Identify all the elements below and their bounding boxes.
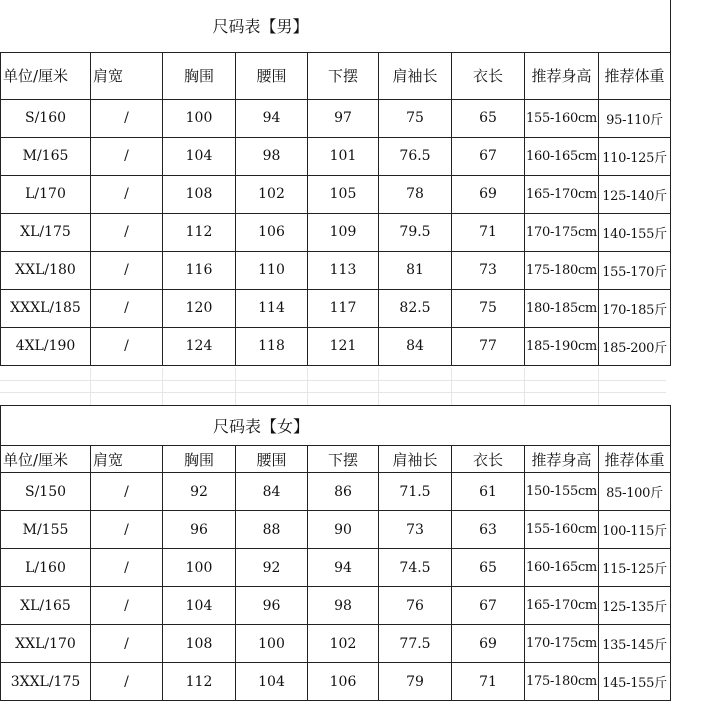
header-cell: 腰围 <box>236 446 308 473</box>
table-cell: 104 <box>163 137 236 175</box>
table-cell: 104 <box>163 587 236 625</box>
table-cell: 71 <box>452 213 525 251</box>
header-cell: 推荐体重 <box>599 52 671 99</box>
table-cell: 102 <box>308 625 379 663</box>
table-cell: 92 <box>163 473 236 511</box>
table-cell: 85-100斤 <box>599 473 671 511</box>
table-cell: XL/175 <box>1 213 91 251</box>
header-cell: 单位/厘米 <box>1 52 91 99</box>
table-cell: 160-165cm <box>525 549 599 587</box>
table-cell: / <box>91 625 163 663</box>
header-cell: 推荐体重 <box>599 446 671 473</box>
table-cell: / <box>91 251 163 289</box>
women-table-title: 尺码表【女】 <box>1 406 671 446</box>
table-cell: 101 <box>308 137 379 175</box>
table-row <box>1 175 671 213</box>
table-cell: XXXL/185 <box>1 289 91 327</box>
table-cell: 73 <box>379 511 452 549</box>
table-cell: 116 <box>163 251 236 289</box>
table-cell: / <box>91 549 163 587</box>
header-cell: 胸围 <box>163 446 236 473</box>
table-cell: 67 <box>452 137 525 175</box>
table-cell: M/165 <box>1 137 91 175</box>
men-table-title: 尺码表【男】 <box>1 0 671 52</box>
table-cell: 155-160cm <box>525 99 599 137</box>
table-cell: 175-180cm <box>525 251 599 289</box>
table-cell: 79.5 <box>379 213 452 251</box>
table-cell: 92 <box>236 549 308 587</box>
table-cell: 105 <box>308 175 379 213</box>
header-cell: 单位/厘米 <box>1 446 91 473</box>
table-cell: 88 <box>236 511 308 549</box>
table-cell: 185-190cm <box>525 327 599 365</box>
table-cell: 96 <box>163 511 236 549</box>
table-cell: 108 <box>163 175 236 213</box>
table-cell: XL/165 <box>1 587 91 625</box>
header-cell: 推荐身高 <box>525 446 599 473</box>
table-cell: 102 <box>236 175 308 213</box>
table-cell: 106 <box>236 213 308 251</box>
table-cell: 86 <box>308 473 379 511</box>
table-cell: 110 <box>236 251 308 289</box>
table-cell: 118 <box>236 327 308 365</box>
table-cell: 76.5 <box>379 137 452 175</box>
table-cell: 65 <box>452 549 525 587</box>
table-cell: / <box>91 663 163 701</box>
table-cell: 140-155斤 <box>599 213 671 251</box>
table-cell: 100-115斤 <box>599 511 671 549</box>
table-cell: 100 <box>163 99 236 137</box>
table-cell: S/160 <box>1 99 91 137</box>
table-cell: 165-170cm <box>525 587 599 625</box>
table-row <box>1 289 671 327</box>
table-cell: 150-155cm <box>525 473 599 511</box>
table-cell: 69 <box>452 625 525 663</box>
table-cell: 110-125斤 <box>599 137 671 175</box>
header-cell: 腰围 <box>236 52 308 99</box>
table-cell: / <box>91 473 163 511</box>
table-cell: 108 <box>163 625 236 663</box>
table-cell: 67 <box>452 587 525 625</box>
header-cell: 胸围 <box>163 52 236 99</box>
table-cell: 185-200斤 <box>599 327 671 365</box>
table-cell: 165-170cm <box>525 175 599 213</box>
table-cell: 71 <box>452 663 525 701</box>
table-cell: 155-160cm <box>525 511 599 549</box>
table-cell: / <box>91 137 163 175</box>
table-cell: S/150 <box>1 473 91 511</box>
table-cell: 135-145斤 <box>599 625 671 663</box>
table-cell: / <box>91 587 163 625</box>
table-cell: XXL/180 <box>1 251 91 289</box>
table-cell: 98 <box>308 587 379 625</box>
table-cell: 61 <box>452 473 525 511</box>
table-cell: 180-185cm <box>525 289 599 327</box>
men-size-table <box>0 0 671 366</box>
table-row <box>1 251 671 289</box>
table-cell: / <box>91 99 163 137</box>
table-cell: 75 <box>379 99 452 137</box>
table-cell: 175-180cm <box>525 663 599 701</box>
table-cell: 98 <box>236 137 308 175</box>
table-cell: / <box>91 289 163 327</box>
table-cell: 145-155斤 <box>599 663 671 701</box>
table-row <box>1 137 671 175</box>
table-cell: 170-175cm <box>525 213 599 251</box>
table-cell: 76 <box>379 587 452 625</box>
table-cell: 104 <box>236 663 308 701</box>
table-row <box>1 473 671 511</box>
table-cell: 4XL/190 <box>1 327 91 365</box>
table-cell: 160-165cm <box>525 137 599 175</box>
table-cell: / <box>91 327 163 365</box>
table-cell: / <box>91 213 163 251</box>
table-cell: 100 <box>236 625 308 663</box>
table-cell: 155-170斤 <box>599 251 671 289</box>
header-cell: 衣长 <box>452 446 525 473</box>
table-cell: M/155 <box>1 511 91 549</box>
table-cell: 124 <box>163 327 236 365</box>
header-cell: 肩袖长 <box>379 446 452 473</box>
table-cell: 96 <box>236 587 308 625</box>
table-cell: 109 <box>308 213 379 251</box>
table-cell: 69 <box>452 175 525 213</box>
table-row <box>1 327 671 365</box>
table-cell: 125-135斤 <box>599 587 671 625</box>
table-cell: 94 <box>308 549 379 587</box>
table-cell: 65 <box>452 99 525 137</box>
table-cell: 106 <box>308 663 379 701</box>
table-cell: 73 <box>452 251 525 289</box>
table-cell: 120 <box>163 289 236 327</box>
table-cell: 75 <box>452 289 525 327</box>
table-cell: 170-185斤 <box>599 289 671 327</box>
table-cell: L/160 <box>1 549 91 587</box>
table-cell: 81 <box>379 251 452 289</box>
table-cell: 170-175cm <box>525 625 599 663</box>
table-cell: / <box>91 511 163 549</box>
header-cell: 推荐身高 <box>525 52 599 99</box>
table-row <box>1 663 671 701</box>
table-cell: 114 <box>236 289 308 327</box>
table-cell: 113 <box>308 251 379 289</box>
header-cell: 下摆 <box>308 52 379 99</box>
table-cell: L/170 <box>1 175 91 213</box>
header-cell: 肩袖长 <box>379 52 452 99</box>
table-row <box>1 587 671 625</box>
header-cell: 肩宽 <box>91 52 163 99</box>
table-cell: 84 <box>236 473 308 511</box>
table-cell: XXL/170 <box>1 625 91 663</box>
spreadsheet-blank-rows <box>0 368 666 405</box>
table-cell: 74.5 <box>379 549 452 587</box>
table-cell: 121 <box>308 327 379 365</box>
table-cell: 63 <box>452 511 525 549</box>
table-cell: 77.5 <box>379 625 452 663</box>
header-cell: 下摆 <box>308 446 379 473</box>
table-cell: 84 <box>379 327 452 365</box>
table-cell: 112 <box>163 213 236 251</box>
table-cell: 100 <box>163 549 236 587</box>
table-cell: 115-125斤 <box>599 549 671 587</box>
table-cell: 94 <box>236 99 308 137</box>
table-cell: 97 <box>308 99 379 137</box>
table-row <box>1 625 671 663</box>
table-row <box>1 213 671 251</box>
table-row <box>1 511 671 549</box>
header-cell: 肩宽 <box>91 446 163 473</box>
table-row <box>1 99 671 137</box>
table-cell: 125-140斤 <box>599 175 671 213</box>
header-cell: 衣长 <box>452 52 525 99</box>
table-cell: 71.5 <box>379 473 452 511</box>
table-row <box>1 549 671 587</box>
table-cell: 112 <box>163 663 236 701</box>
table-cell: 77 <box>452 327 525 365</box>
women-size-table <box>0 405 671 701</box>
table-cell: 79 <box>379 663 452 701</box>
table-cell: 90 <box>308 511 379 549</box>
table-cell: 95-110斤 <box>599 99 671 137</box>
table-cell: 78 <box>379 175 452 213</box>
table-cell: 82.5 <box>379 289 452 327</box>
table-cell: 3XXL/175 <box>1 663 91 701</box>
table-cell: / <box>91 175 163 213</box>
table-cell: 117 <box>308 289 379 327</box>
